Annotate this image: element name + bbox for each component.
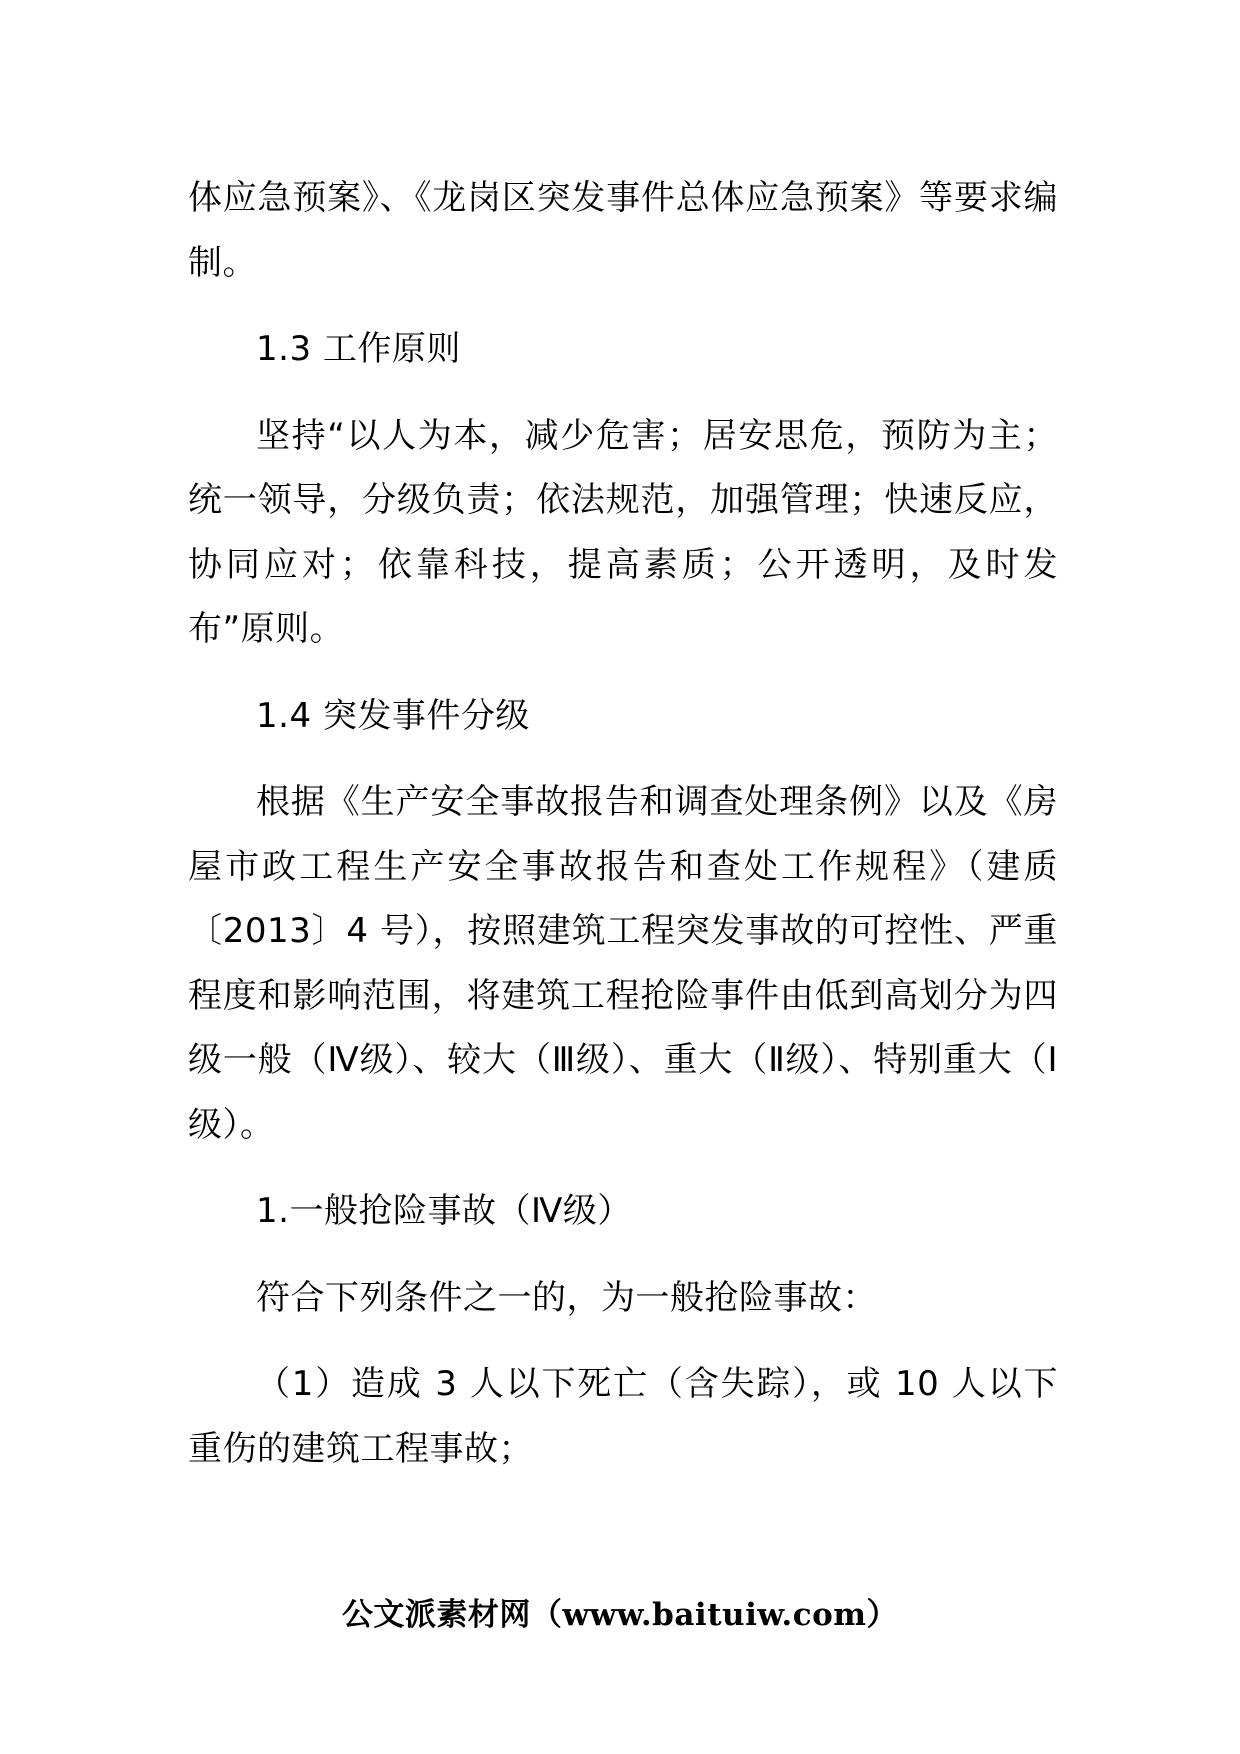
section-heading-1-4: 1.4 突发事件分级 bbox=[256, 695, 530, 736]
paragraph-conditions-intro: 符合下列条件之一的，为一般抢险事故： bbox=[256, 1277, 877, 1318]
document-body bbox=[188, 166, 1058, 1481]
section-heading-1-3: 1.3 工作原则 bbox=[256, 329, 461, 369]
paragraph-condition-1: （1）造成 3 人以下死亡（含失踪），或 10 人以下重伤的建筑工程事故； bbox=[188, 1364, 1058, 1469]
subsection-heading-level-iv: 1.一般抢险事故（Ⅳ级） bbox=[256, 1191, 632, 1231]
paragraph-continuation: 体应急预案》、《龙岗区突发事件总体应急预案》等要求编制。 bbox=[188, 178, 1058, 283]
paragraph-principles: 坚持“以人为本，减少危害；居安思危，预防为主；统一领导，分级负责；依法规范，加强管理；快速反应，协同应对；依靠科技，提高素质；公开透明，及时发布”原则。 bbox=[188, 415, 1058, 649]
footer-watermark: 公文派素材网（www.baituiw.com） bbox=[341, 1597, 899, 1633]
paragraph-classification: 根据《生产安全事故报告和调查处理条例》以及《房屋市政工程生产安全事故报告和查处工作规程》（建质〔2013〕4 号），按照建筑工程突发事故的可控性、严重程度和影响范围，将建筑工程抢险事件由低到高划分为四级一般（Ⅳ级）、较大（Ⅲ级）、重大（Ⅱ级）、特别重大（Ⅰ级）。 bbox=[188, 782, 1058, 1145]
